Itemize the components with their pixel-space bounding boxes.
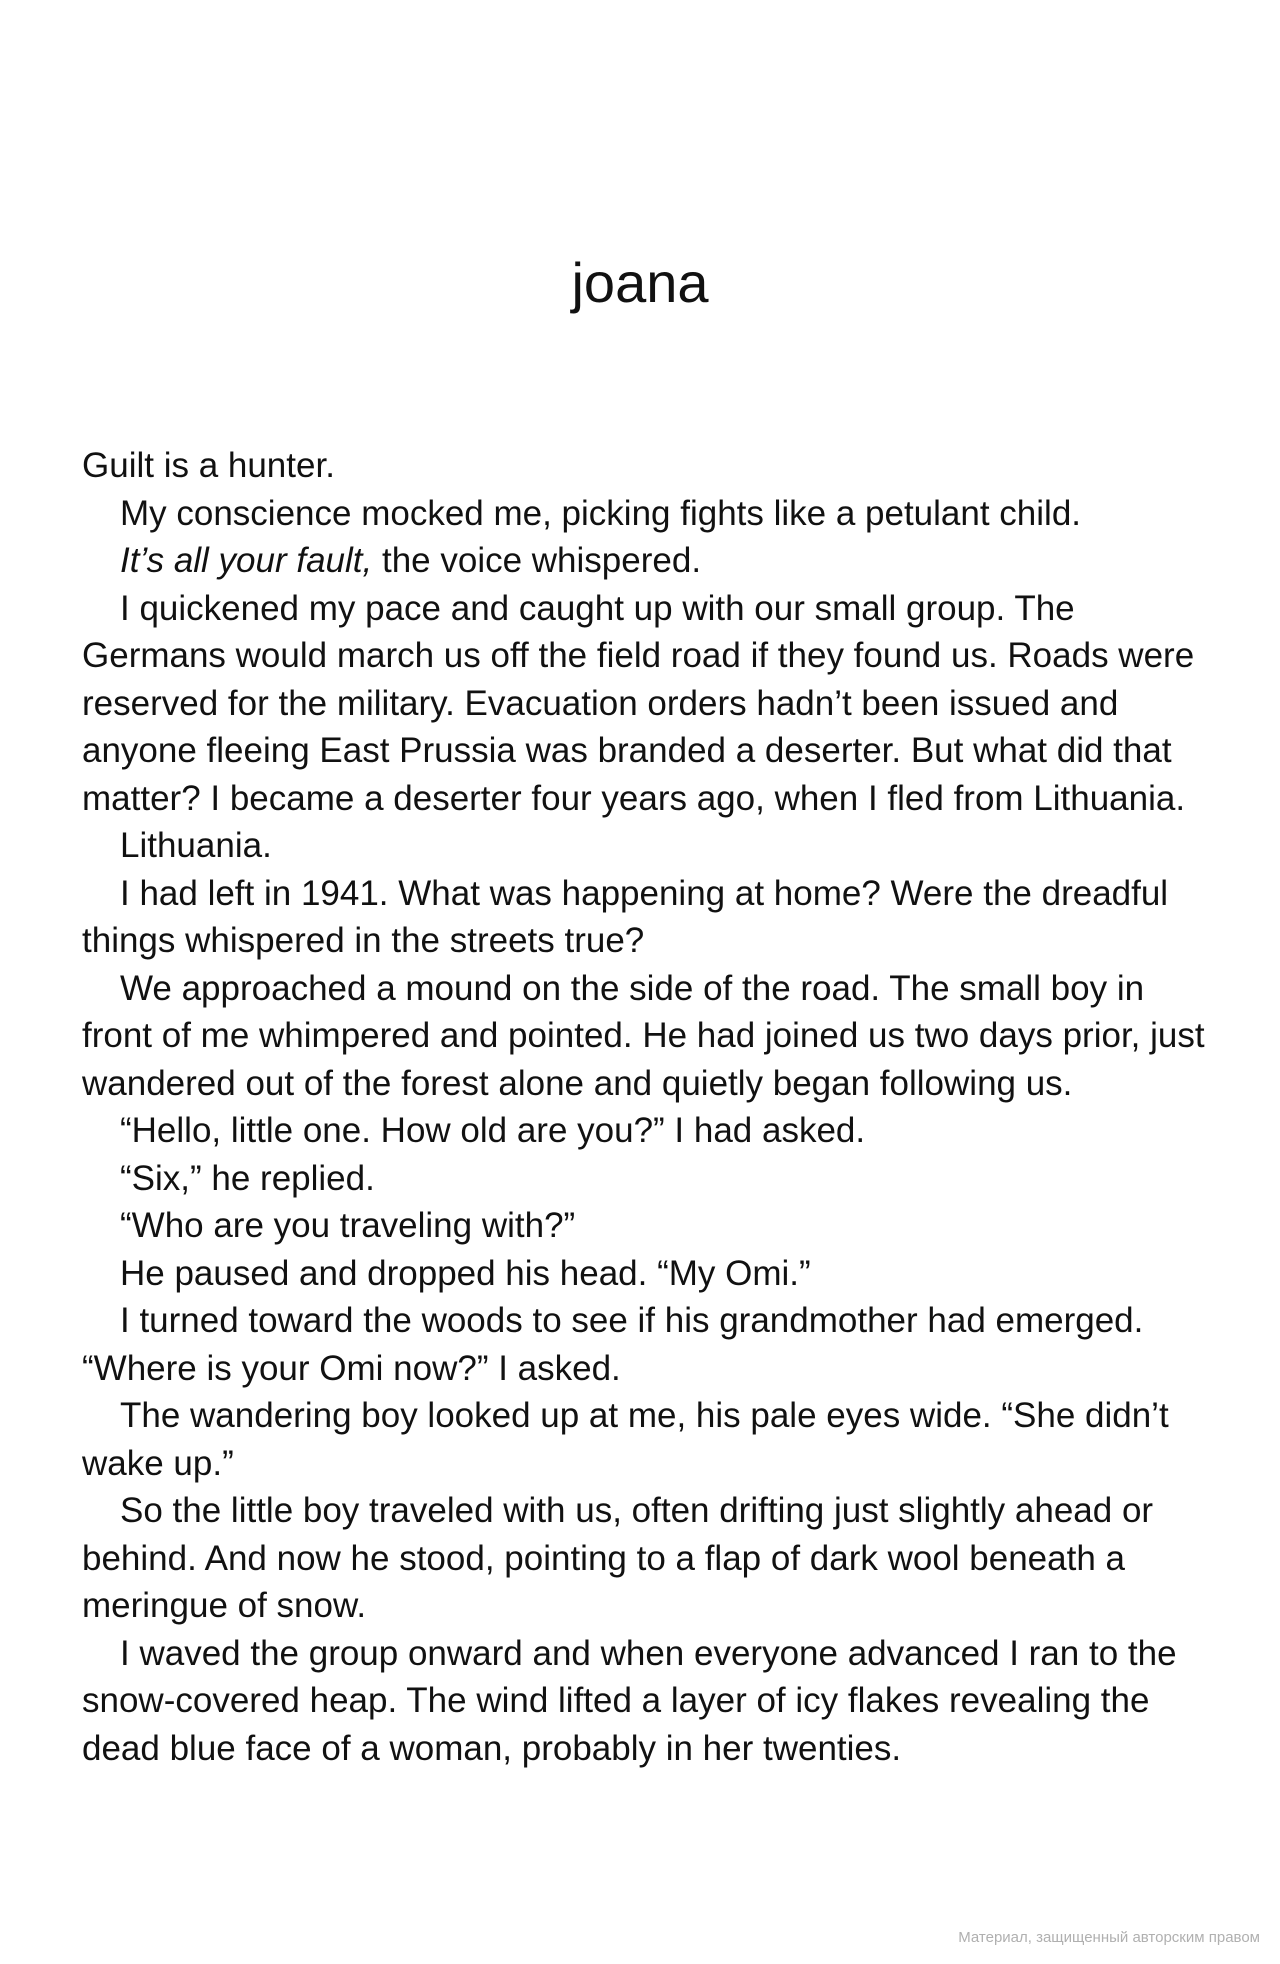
- chapter-body: [82, 442, 1212, 1772]
- paragraph: My conscience mocked me, picking fights like a petulant child.: [120, 493, 1082, 533]
- paragraph: “Six,” he replied.: [120, 1158, 375, 1198]
- copyright-watermark: Материал, защищенный авторским правом: [958, 1929, 1260, 1946]
- paragraph: I turned toward the woods to see if his grandmother had emerged. “Where is your Omi now?” I asked.: [82, 1301, 1144, 1388]
- paragraph: So the little boy traveled with us, often drifting just slightly ahead or behind. And now he stood, pointing to a flap of dark wool beneath a meringue of snow.: [82, 1491, 1154, 1625]
- paragraph: “Hello, little one. How old are you?” I had asked.: [120, 1111, 866, 1150]
- paragraph: It’s all your fault, the voice whispered.: [120, 541, 702, 580]
- paragraph: We approached a mound on the side of the road. The small boy in front of me whimpered and pointed. He had joined us two days prior, just wandered out of the forest alone and quietly began following us.: [82, 968, 1205, 1103]
- paragraph: I had left in 1941. What was happening at home? Were the dreadful things whispered in the streets true?: [82, 873, 1169, 960]
- chapter-title: joana: [571, 251, 709, 314]
- paragraph: Lithuania.: [120, 826, 272, 865]
- paragraph: The wandering boy looked up at me, his pale eyes wide. “She didn’t wake up.”: [82, 1396, 1169, 1483]
- paragraph: He paused and dropped his head. “My Omi.”: [120, 1253, 811, 1293]
- paragraph: “Who are you traveling with?”: [120, 1206, 576, 1245]
- paragraph: I quickened my pace and caught up with our small group. The Germans would march us off the field road if they found us. Roads were reserved for the military. Evacuation orders hadn’t been issued and anyone fleeing East Prussia was branded a deserter. But what did that matter? I became a deserter four years ago, when I fled from Lithuania.: [82, 588, 1195, 818]
- paragraph: Guilt is a hunter.: [82, 446, 335, 485]
- italic-thought: It’s all your fault,: [120, 541, 373, 580]
- paragraph: I waved the group onward and when everyone advanced I ran to the snow-covered heap. The wind lifted a layer of icy flakes revealing the dead blue face of a woman, probably in her twenties.: [82, 1633, 1177, 1768]
